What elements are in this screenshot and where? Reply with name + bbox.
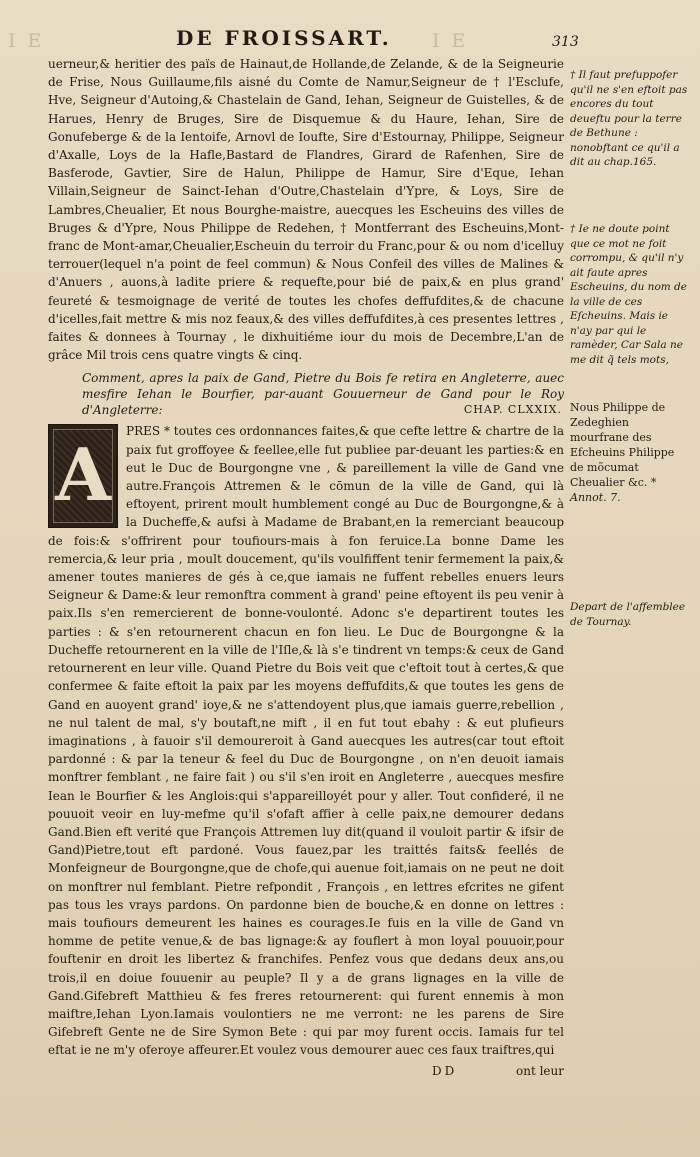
paragraph-charter-close: uerneur,& heritier des païs de Hainaut,de Hollande,de Zelande, & de la Seigneurie de Frise, Nous Guillaume,fils aisné du Comte de Namur,Seigneur de † l'Esclufe, Hve, Seigneur d'Autoing,& Chastelain de Gand, Iehan, Seigneur de Guistelles, & de Harues, Henry de Bruges, Sire de Disquemue & du Haure, Iehan, Sire de Gonufeberge & de la Ientoife, Arnovl de Ioufte, Sire d'Estournay, Philippe, Seigneur d'Axalle, Loys de la Hafle,Bastard de Flandres, Girard de Rafenhen, Sire de Basferode, Gavtier, Sire de Halun, Philippe de Hamur, Sire d'Eque, Iehan Villain,Seigneur de Sainct-Iehan d'Outre,Chastelain d'Ypre, & Loys, Sire de Lambres,Cheualier, Et nous Bourghe-maistre, auecques les Escheuins des villes de Bruges & d'Ypre, Nous Philippe de Redehen, † Montferrant des Escheuins,Mont-franc de Mont-amar,Cheualier,Escheuin du terroir du Franc,pour & ou nom d'icelluy terrouer(lequel n'a point de feel commun) & Nous Confeil des villes de Malines & d'Anuers , auons,à ladite priere & requefte,pour bié de paix,& en plus grand' feureté & tesmoignage de verité de toutes les chofes deffufdites,& de chacune d'icelles,fait mettre & mis noz feaux,& des villes deffufdites,à ces presentes lettres , faites & donnees à Tournay , le dixhuitiéme iour du mois de Decembre,L'an de grâce Mil trois cens quatre vingts & cinq. [48,57,564,363]
initial-letter: A [55,432,111,518]
catchword: ont leur [516,1063,564,1078]
marginal-note: Depart de l'affemblee de Tournay. [570,601,686,628]
annotation-ref: * Annot. 7. [570,476,657,504]
page-number: 313 [552,34,579,50]
running-head: DE FROISSART. [176,26,392,50]
chapter-heading [82,370,564,418]
marginal-note [570,400,690,505]
page-footer [48,1062,564,1082]
main-text-column [48,55,564,1082]
signature-mark: DD [432,1063,458,1078]
show-through-text: I E [8,30,45,52]
chapter-body [48,422,564,1059]
decorated-initial [48,424,118,528]
marginal-note-text: Nous Philippe de Zedeghien mourfrane des Efcheuins Philippe de mõcumat Cheualier &c. [570,401,675,489]
show-through-text: I E [432,30,469,52]
paragraph-chapter-179: PRES * toutes ces ordonnances faites,& que cefte lettre & chartre de la paix fut groffoyee & feellee,elle fut publiee par-deuant les parties:& en eut le Duc de Bourgongne vne , & pareillement la ville de Gand vne autre.François Attremen & le cōmun de la ville de Gand, qui là eftoyent, prirent moult humblement congé au Duc de Bourgongne,& à la Ducheffe,& aufsi à Madame de Brabant,en la remerciant beaucoup de fois:& s'offrirent pour toufiours-mais à fon feruice.La bonne Dame les remercia,& leur pria , moult doucement, qu'ils voulfiffent tenir fermement la paix,& amener toutes manieres de gés à ce,que iamais ne fuffent rebelles enuers leurs Seigneur & Dame:& leur remonftra comment à grand' peine eftoyent ils peu venir à paix.Ils s'en remercierent de bonne-voulonté. Adonc s'e departirent toutes les parties : & s'en retournerent chacun en fon lieu. Le Duc de Bourgongne & la Ducheffe retournerent en la ville de l'Iſle,& là s'e tindrent vn temps:& ceux de Gand retournerent en leur ville. Quand Pietre du Bois veit que c'eftoit tout à certes,& que confermee & faite eftoit la paix par les moyens deffufdits,& que toutes les gens de Gand en auoyent grand' ioye,& ne s'attendoyent plus,que iamais guerre,rebellion , ne nul talent de mal, s'y boutaft,ne mift , il en fut tout ebahy : & eut plufieurs imaginations , à fauoir s'il demoureroit à Gand auecques les autres(car tout eftoit pardonné : & par la teneur & feel du Duc de Bourgongne , on n'en deuoit iamais monftrer femblant , ne faire fait ) ou s'il s'en iroit en Angleterre , auecques mesfire Iean le Bourfier & les Anglois:qui s'appareilloyét pour y aller. Tout confideré, il ne pouuoit veoir en luy-mefme qu'il s'ofaft affier à celle paix,ne demourer dedans Gand.Bien eft verité que François Attremen luy dit(quand il vouloit partir & ifsir de Gand)Pietre,tout eft pardoné. Vous fauez,par les traittés faits& feellés de Monfeigneur de Bourgongne,que de chofe,qui auenue foit,iamais on ne peut ne doit on monftrer nul femblant. Pietre refpondit , François , en lettres efcrites ne gifent pas tous les vrays pardons. On pardonne bien de bouche,& en donne on lettres : mais toufiours demeurent les haines es courages.Ie fuis en la ville de Gand vn homme de petite venue,& de bas lignage:& ay fouflert à mon loyal pouuoir,pour fouftenir en droit les libertez & franchifes. Penfez vous que dedans deux ans,ou trois,il en doiue fouuenir au peuple? Il y a de grans lignages en la ville de Gand.Gifebreft Matthieu & fes freres retournerent: qui furent ennemis à mon maiftre,Iehan Lyon.Iamais voulontiers ne me verront: ne les parens de Sire Gifebreft Gente ne de Sire Symon Bete : qui par moy furent occis. Iamais fur tel eftat ie ne m'y oferoye affeurer.Et voulez vous demourer auec ces faux traiftres,qui [48,424,564,1058]
chapter-heading-text: Comment, apres la paix de Gand, Pietre du Bois fe retira en Angleterre, auec mesfire Iehan le Bourfier, par-auant Gouuerneur de Gand pour le Roy d'Angleterre: [82,371,564,418]
chapter-number: CHAP. CLXXIX. [463,403,562,417]
marginal-note: † Ie ne doute point que ce mot ne foit corrompu, & qu'il n'y ait faute apres Escheuins, du nom de la ville de ces Eſcheuins. Mais ie n'ay par qui le ramèder, Car Sala ne me dit q̃ tels mots, [570,223,687,366]
marginal-note: † Il faut prefuppofer qu'il ne s'en eftoit pas encores du tout deueftu pour la terre de Bethune : nonobftant ce qu'il a dit au chap.165. [570,69,688,168]
